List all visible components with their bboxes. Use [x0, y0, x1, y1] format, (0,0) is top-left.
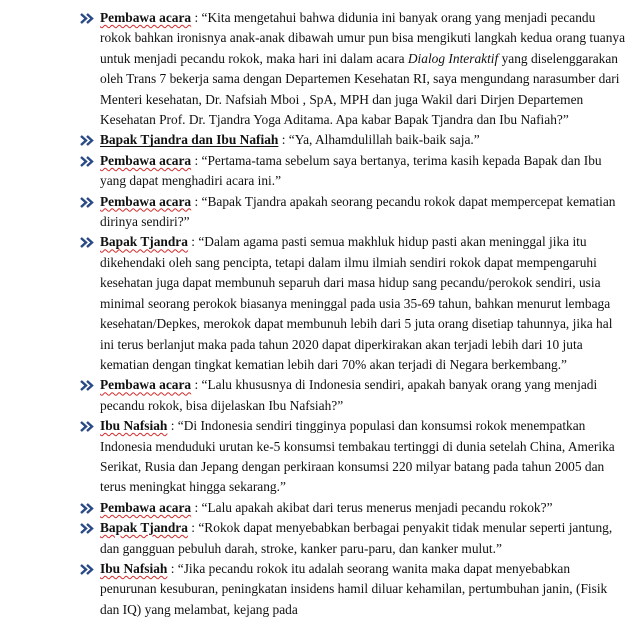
speaker-name: Bapak Tjandra dan Ibu Nafiah [100, 132, 279, 148]
utterance-text: : “Lalu apakah akibat dari terus menerus menjadi pecandu rokok?” [191, 499, 553, 515]
dialogue-entry [80, 232, 628, 375]
dialogue-entry [80, 375, 628, 416]
speaker-name: Pembawa acara [100, 377, 192, 393]
speaker-name: Pembawa acara [100, 193, 192, 209]
double-chevron-right-icon [80, 232, 96, 252]
speaker-name: Ibu Nafsiah [100, 418, 168, 434]
dialogue-entry [80, 498, 628, 518]
dialogue-entry [80, 8, 628, 130]
double-chevron-right-icon [80, 498, 96, 518]
double-chevron-right-icon [80, 559, 96, 579]
dialogue-entry [80, 151, 628, 192]
dialogue-entry [80, 416, 628, 498]
utterance-text: : “Pertama-tama sebelum saya bertanya, terima kasih kepada Bapak dan Ibu yang dapat menghadiri acara ini.” [100, 152, 602, 189]
dialogue-entry [80, 518, 628, 559]
double-chevron-right-icon [80, 130, 96, 150]
double-chevron-right-icon [80, 8, 96, 28]
double-chevron-right-icon [80, 375, 96, 395]
italic-event-name: Dialog Interaktif [407, 50, 499, 66]
dialogue-entry [80, 559, 628, 620]
document-page [80, 8, 628, 620]
utterance-text: : “Di Indonesia sendiri tingginya populasi dan konsumsi rokok menempatkan Indonesia menduduki urutan ke-5 konsumsi tembakau tertinggi di dunia setelah China, Amerika Serikat, Rusia dan Jepang dengan perkiraan konsumsi 220 milyar batang pada tahun 2005 dan terus meningkat hingga sekarang.” [100, 418, 615, 495]
speaker-name: Pembawa acara [100, 152, 192, 168]
double-chevron-right-icon [80, 416, 96, 436]
speaker-name: Pembawa acara [100, 10, 192, 25]
dialogue-entry [80, 192, 628, 233]
utterance-text: : “Ya, Alhamdulillah baik-baik saja.” [278, 132, 480, 148]
utterance-text: : “Jika pecandu rokok itu adalah seorang wanita maka dapat menyebabkan penurunan kesuburan, peningkatan insidens hamil diluar kehamilan, pertumbuhan janin, (Fisik dan IQ) yang melambat, kejang pada [100, 560, 608, 617]
utterance-text: : “Bapak Tjandra apakah seorang pecandu rokok dapat mempercepat kematian dirinya sendiri?” [100, 193, 616, 230]
double-chevron-right-icon [80, 151, 96, 171]
speaker-name: Ibu Nafsiah [100, 560, 168, 576]
double-chevron-right-icon [80, 192, 96, 212]
dialogue-entry [80, 130, 628, 150]
utterance-text: : “Dalam agama pasti semua makhluk hidup pasti akan meninggal jika itu dikehendaki oleh sang pencipta, tetapi dalam ilmu ilmiah sendiri rokok dapat mempengaruhi kesehatan juga dapat membunuh separuh dari masa hidup sang pecandu/perokok sendiri, usia minimal seorang perokok biasanya meninggal pada usia 35-69 tahun, bahkan menurut lembaga kesehatan/Depkes, merokok dapat membunuh lebih dari 5 juta orang disetiap tahunnya, jika hal ini terus berlanjut maka pada tahun 2020 dapat diperkirakan akan terjadi lebih dari 10 juta kematian dengan tingkat kematian lebih dari 70% akan terjadi di Negara berkembang.” [100, 234, 613, 372]
speaker-name: Bapak Tjandra [100, 234, 188, 250]
utterance-text: : “Rokok dapat menyebabkan berbagai penyakit tidak menular seperti jantung, dan gangguan pebuluh darah, stroke, kanker paru-paru, dan kanker mulut.” [100, 520, 613, 556]
double-chevron-right-icon [80, 518, 96, 538]
speaker-name: Bapak Tjandra [100, 520, 188, 536]
speaker-name: Pembawa acara [100, 499, 192, 515]
utterance-text: : “Lalu khususnya di Indonesia sendiri, apakah banyak orang yang menjadi pecandu rokok, bisa dijelaskan Ibu Nafsiah?” [100, 377, 598, 413]
utterance-text: : “Kita mengetahui bahwa didunia ini banyak orang yang menjadi pecandu rokok bahkan ironisnya anak-anak dibawah umur pun bisa mengikuti langkah kedua orang tuanya untuk menjadi pecandu rokok, maka hari ini dalam acara Dialog Interaktif yang diselenggarakan oleh Trans 7 bekerja sama dengan Departemen Kesehatan RI, saya mengundang narasumber dari Menteri kesehatan, Dr. Nafsiah Mboi , SpA, MPH dan juga Wakil dari Dirjen Departemen Kesehatan Prof. Dr. Tjandra Yoga Aditama. Apa kabar Bapak Tjandra dan Ibu Nafiah?” [100, 10, 626, 128]
